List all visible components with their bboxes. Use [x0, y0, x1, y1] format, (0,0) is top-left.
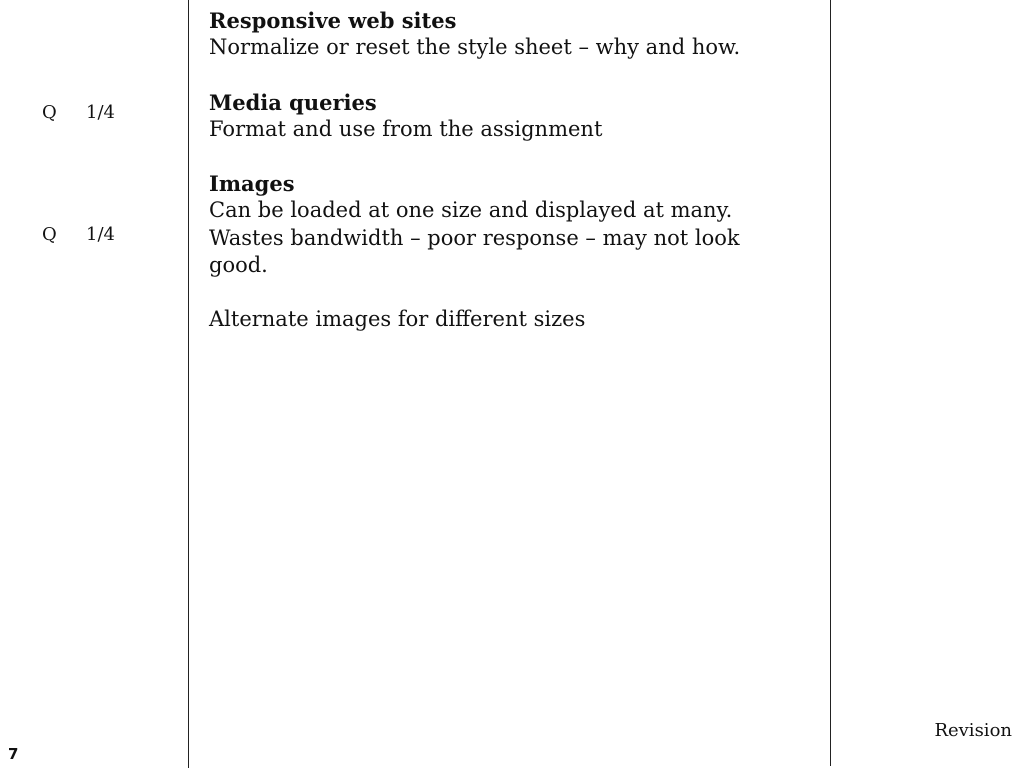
margin-note-1 — [42, 102, 115, 124]
footer-revision-label: Revision — [934, 720, 1012, 741]
section-media-queries — [209, 89, 809, 143]
page-number: 7 — [8, 745, 19, 763]
right-margin-rule — [830, 0, 831, 766]
margin-note-2 — [42, 224, 115, 246]
section-line: Normalize or reset the style sheet – why and how. — [209, 35, 741, 60]
section-line: Can be loaded at one size and displayed at many. — [209, 198, 733, 223]
section-line: Alternate images for different sizes — [209, 307, 586, 332]
margin-note-label: Q — [42, 224, 57, 245]
main-content — [209, 7, 809, 361]
section-line: good. — [209, 252, 268, 277]
section-line: Format and use from the assignment — [209, 116, 603, 141]
section-heading: Responsive web sites — [209, 8, 457, 33]
section-images — [209, 170, 809, 279]
margin-note-label: Q — [42, 102, 57, 123]
left-margin-rule — [188, 0, 189, 768]
section-responsive-web-sites — [209, 7, 809, 61]
margin-note-value: 1/4 — [86, 224, 115, 245]
section-line: Wastes bandwidth – poor response – may not look — [209, 225, 740, 250]
section-heading: Media queries — [209, 89, 377, 115]
margin-note-value: 1/4 — [86, 102, 115, 123]
section-heading: Images — [209, 171, 295, 197]
section-alternate-images — [209, 306, 809, 333]
